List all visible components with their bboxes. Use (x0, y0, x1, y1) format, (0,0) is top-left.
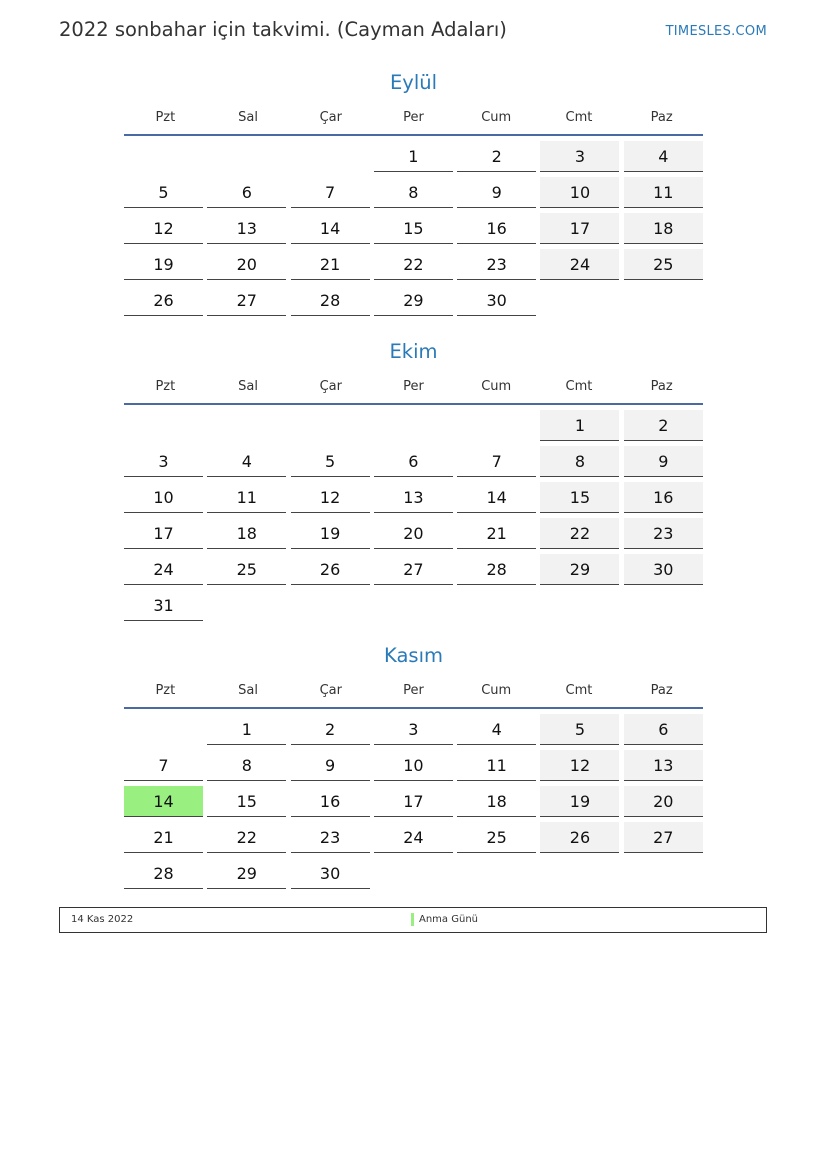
day-cell: 13 (374, 482, 453, 513)
weekday-label: Pzt (155, 682, 176, 698)
day-cell: 15 (374, 213, 453, 244)
day-cell: 9 (291, 750, 370, 781)
day-grid (124, 714, 703, 889)
day-cell: 27 (207, 285, 286, 316)
weekday-label: Pzt (155, 109, 176, 125)
day-cell: 20 (374, 518, 453, 549)
day-cell: 2 (291, 714, 370, 745)
day-cell: 19 (540, 786, 619, 817)
month-september (124, 68, 703, 316)
day-cell: 27 (624, 822, 703, 853)
day-cell: 17 (374, 786, 453, 817)
day-cell: 11 (457, 750, 536, 781)
day-cell: 31 (124, 590, 203, 621)
day-cell: 12 (124, 213, 203, 244)
day-cell: 12 (540, 750, 619, 781)
day-cell: 18 (457, 786, 536, 817)
weekday-label: Cmt (565, 109, 593, 125)
day-cell: 26 (291, 554, 370, 585)
day-grid (124, 410, 703, 621)
day-cell: 16 (457, 213, 536, 244)
day-cell: 11 (624, 177, 703, 208)
weekday-label: Paz (650, 378, 673, 394)
day-cell: 6 (374, 446, 453, 477)
day-cell: 15 (207, 786, 286, 817)
day-cell: 30 (291, 858, 370, 889)
day-grid (124, 141, 703, 316)
empty-cell (291, 141, 370, 172)
day-cell: 14 (291, 213, 370, 244)
day-cell: 16 (291, 786, 370, 817)
day-cell: 23 (457, 249, 536, 280)
day-cell: 8 (374, 177, 453, 208)
day-cell: 25 (457, 822, 536, 853)
day-cell: 2 (624, 410, 703, 441)
day-cell: 21 (124, 822, 203, 853)
weekday-header (124, 675, 703, 705)
day-cell: 18 (207, 518, 286, 549)
day-cell: 5 (291, 446, 370, 477)
weekday-label: Per (403, 109, 424, 125)
holiday-legend (59, 907, 767, 933)
weekday-label: Cum (481, 109, 512, 125)
page-title: 2022 sonbahar için takvimi. (Cayman Adaları) (59, 18, 507, 41)
legend-holiday-name: Anma Günü (419, 914, 478, 925)
day-cell: 18 (624, 213, 703, 244)
weekday-header (124, 371, 703, 401)
weekday-label: Çar (319, 378, 342, 394)
weekday-label: Cmt (565, 682, 593, 698)
day-cell: 13 (624, 750, 703, 781)
day-cell: 5 (540, 714, 619, 745)
day-cell: 5 (124, 177, 203, 208)
day-cell: 14 (457, 482, 536, 513)
empty-cell (207, 141, 286, 172)
brand-link[interactable]: TIMESLES.COM (665, 24, 767, 39)
month-title: Ekim (389, 340, 438, 363)
header-divider (124, 403, 703, 405)
day-cell: 4 (624, 141, 703, 172)
day-cell: 26 (124, 285, 203, 316)
weekday-label: Sal (238, 378, 258, 394)
day-cell: 29 (374, 285, 453, 316)
holiday-color-marker (411, 913, 414, 926)
header-divider (124, 707, 703, 709)
day-cell: 2 (457, 141, 536, 172)
empty-cell (124, 410, 203, 441)
weekday-label: Per (403, 682, 424, 698)
day-cell: 22 (207, 822, 286, 853)
weekday-header (124, 102, 703, 132)
day-cell: 7 (291, 177, 370, 208)
holiday-day-cell: 14 (124, 786, 203, 817)
day-cell: 28 (291, 285, 370, 316)
day-cell: 29 (207, 858, 286, 889)
month-october (124, 337, 703, 621)
day-cell: 15 (540, 482, 619, 513)
empty-cell (291, 410, 370, 441)
day-cell: 3 (540, 141, 619, 172)
weekday-label: Per (403, 378, 424, 394)
day-cell: 24 (540, 249, 619, 280)
day-cell: 9 (624, 446, 703, 477)
weekday-label: Sal (238, 109, 258, 125)
weekday-label: Çar (319, 682, 342, 698)
weekday-label: Sal (238, 682, 258, 698)
day-cell: 28 (124, 858, 203, 889)
month-november (124, 641, 703, 889)
day-cell: 26 (540, 822, 619, 853)
day-cell: 28 (457, 554, 536, 585)
day-cell: 4 (207, 446, 286, 477)
day-cell: 13 (207, 213, 286, 244)
month-title: Kasım (384, 644, 443, 667)
day-cell: 25 (207, 554, 286, 585)
legend-date: 14 Kas 2022 (71, 914, 134, 925)
day-cell: 10 (124, 482, 203, 513)
month-title: Eylül (389, 71, 438, 94)
empty-cell (374, 410, 453, 441)
weekday-label: Paz (650, 682, 673, 698)
day-cell: 17 (124, 518, 203, 549)
empty-cell (457, 410, 536, 441)
day-cell: 11 (207, 482, 286, 513)
day-cell: 23 (291, 822, 370, 853)
day-cell: 22 (374, 249, 453, 280)
day-cell: 30 (624, 554, 703, 585)
day-cell: 21 (291, 249, 370, 280)
day-cell: 12 (291, 482, 370, 513)
day-cell: 9 (457, 177, 536, 208)
day-cell: 1 (374, 141, 453, 172)
weekday-label: Cum (481, 682, 512, 698)
weekday-label: Cum (481, 378, 512, 394)
empty-cell (207, 410, 286, 441)
day-cell: 19 (124, 249, 203, 280)
day-cell: 23 (624, 518, 703, 549)
day-cell: 21 (457, 518, 536, 549)
day-cell: 29 (540, 554, 619, 585)
day-cell: 1 (207, 714, 286, 745)
day-cell: 6 (207, 177, 286, 208)
day-cell: 8 (540, 446, 619, 477)
weekday-label: Çar (319, 109, 342, 125)
empty-cell (124, 141, 203, 172)
weekday-label: Pzt (155, 378, 176, 394)
day-cell: 24 (124, 554, 203, 585)
day-cell: 16 (624, 482, 703, 513)
day-cell: 3 (124, 446, 203, 477)
day-cell: 4 (457, 714, 536, 745)
day-cell: 7 (457, 446, 536, 477)
day-cell: 20 (624, 786, 703, 817)
day-cell: 30 (457, 285, 536, 316)
day-cell: 22 (540, 518, 619, 549)
day-cell: 10 (540, 177, 619, 208)
day-cell: 7 (124, 750, 203, 781)
day-cell: 8 (207, 750, 286, 781)
day-cell: 1 (540, 410, 619, 441)
weekday-label: Cmt (565, 378, 593, 394)
header-divider (124, 134, 703, 136)
day-cell: 24 (374, 822, 453, 853)
day-cell: 10 (374, 750, 453, 781)
day-cell: 17 (540, 213, 619, 244)
day-cell: 6 (624, 714, 703, 745)
day-cell: 25 (624, 249, 703, 280)
weekday-label: Paz (650, 109, 673, 125)
day-cell: 20 (207, 249, 286, 280)
day-cell: 19 (291, 518, 370, 549)
day-cell: 27 (374, 554, 453, 585)
empty-cell (124, 714, 203, 745)
day-cell: 3 (374, 714, 453, 745)
